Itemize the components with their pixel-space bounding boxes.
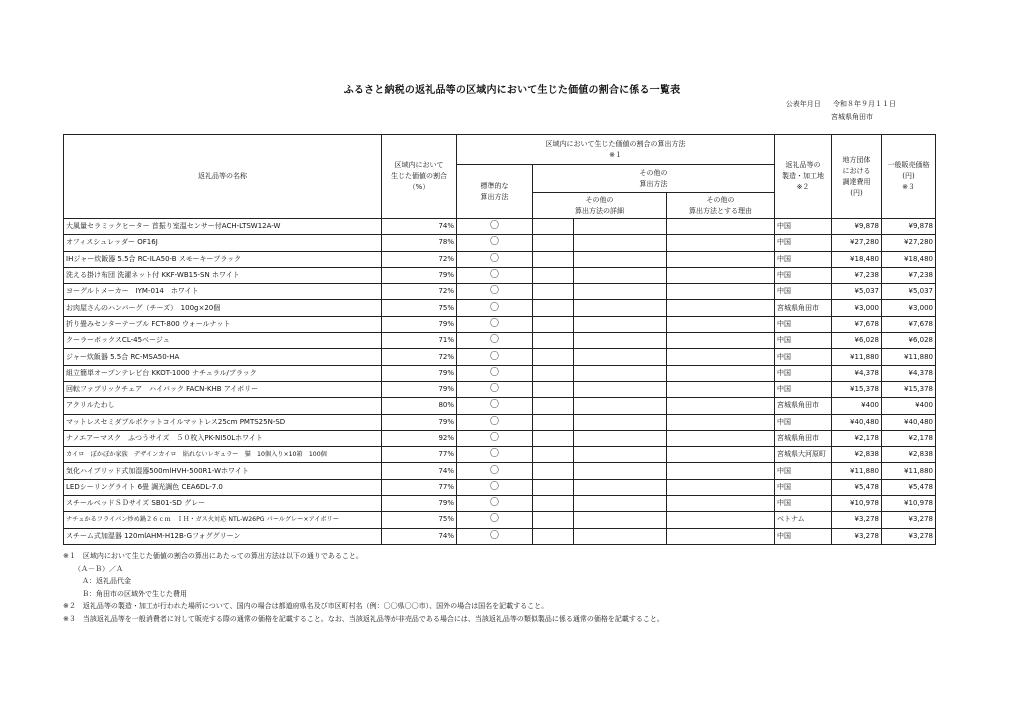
table-row — [64, 333, 936, 349]
other-method-reason-cell — [667, 300, 775, 316]
procurement-cost-cell: ¥40,480 — [832, 414, 882, 430]
table-row — [64, 512, 936, 528]
standard-method-cell: 〇 — [457, 496, 533, 512]
table-row — [64, 447, 936, 463]
procurement-cost-cell: ¥6,028 — [832, 333, 882, 349]
footnote-line: ※３ 当該返礼品等を一般消費者に対して販売する際の通常の価格を記載すること。なお、当該返礼品等が非売品である場合には、当該返礼品等の類似製品に係る通常の価格を記載すること。 — [63, 614, 664, 623]
other-method-detail-cell-a — [533, 284, 574, 300]
footnote-line: Ａ：返礼品代金 — [82, 577, 131, 585]
other-method-detail-cell-a — [533, 251, 574, 267]
other-method-detail-cell-a — [533, 316, 574, 332]
origin-cell: 中国 — [775, 349, 832, 365]
origin-cell: 中国 — [775, 479, 832, 495]
other-method-detail-cell-a — [533, 219, 574, 235]
standard-method-cell: 〇 — [457, 430, 533, 446]
other-method-reason-cell — [667, 463, 775, 479]
other-method-detail-cell-b — [574, 333, 667, 349]
footnote-line: ※２ 返礼品等の製造・加工が行われた場所について、国内の場合は都道府県名及び市区町村名（例：〇〇県〇〇市）、国外の場合は国名を記載すること。 — [63, 602, 549, 610]
retail-price-cell: ¥15,378 — [882, 381, 936, 397]
procurement-cost-cell: ¥2,838 — [832, 447, 882, 463]
other-method-detail-cell-b — [574, 300, 667, 316]
ratio-cell: 74% — [382, 528, 457, 544]
standard-method-cell: 〇 — [457, 528, 533, 544]
other-method-reason-cell — [667, 528, 775, 544]
origin-cell: 中国 — [775, 219, 832, 235]
origin-cell: 中国 — [775, 528, 832, 544]
standard-method-cell: 〇 — [457, 333, 533, 349]
other-method-detail-cell-b — [574, 381, 667, 397]
other-method-detail-cell-b — [574, 316, 667, 332]
table-row — [64, 528, 936, 544]
table-row — [64, 365, 936, 381]
item-name-cell: LEDシーリングライト 6畳 調光調色 CEA6DL-7.0 — [64, 479, 382, 495]
standard-method-cell: 〇 — [457, 463, 533, 479]
other-method-reason-cell — [667, 479, 775, 495]
origin-cell: 中国 — [775, 284, 832, 300]
table-row — [64, 284, 936, 300]
footnote-line: （Ａ－Ｂ）／Ａ — [74, 564, 123, 573]
procurement-cost-cell: ¥2,178 — [832, 430, 882, 446]
origin-cell: 中国 — [775, 316, 832, 332]
other-method-reason-cell — [667, 235, 775, 251]
origin-cell: 宮城県大河原町 — [775, 447, 832, 463]
item-name-cell: カイロ ぽかぽか家族 デザインカイロ 貼れないレギュラー 猫 10個入り×10箱 100個 — [64, 447, 382, 463]
other-method-detail-cell-b — [574, 414, 667, 430]
other-method-reason-cell — [667, 349, 775, 365]
other-method-detail-cell-b — [574, 479, 667, 495]
other-method-detail-cell-b — [574, 528, 667, 544]
procurement-cost-cell: ¥400 — [832, 398, 882, 414]
retail-price-cell: ¥2,838 — [882, 447, 936, 463]
other-method-detail-cell-a — [533, 398, 574, 414]
standard-method-cell: 〇 — [457, 251, 533, 267]
other-method-detail-cell-a — [533, 463, 574, 479]
table-row — [64, 479, 936, 495]
item-name-cell: ヨーグルトメーカー IYM-014 ホワイト — [64, 284, 382, 300]
other-method-detail-cell-a — [533, 349, 574, 365]
ratio-cell: 79% — [382, 365, 457, 381]
other-method-detail-cell-b — [574, 251, 667, 267]
ratio-cell: 72% — [382, 349, 457, 365]
other-method-detail-cell-a — [533, 496, 574, 512]
item-name-cell: ナノエアーマスク ふつうサイズ ５０枚入PK-NI50Lホワイト — [64, 430, 382, 446]
retail-price-cell: ¥4,378 — [882, 365, 936, 381]
header-ratio: 区域内において 生じた価値の割合 （%） — [382, 135, 457, 219]
ratio-cell: 75% — [382, 512, 457, 528]
ratio-cell: 80% — [382, 398, 457, 414]
retail-price-cell: ¥7,678 — [882, 316, 936, 332]
standard-method-cell: 〇 — [457, 349, 533, 365]
header-standard-method: 標準的な 算出方法 — [457, 165, 533, 219]
standard-method-cell: 〇 — [457, 447, 533, 463]
table-row — [64, 496, 936, 512]
other-method-reason-cell — [667, 398, 775, 414]
ratio-cell: 77% — [382, 479, 457, 495]
table-row — [64, 300, 936, 316]
table-row — [64, 219, 936, 235]
retail-price-cell: ¥18,480 — [882, 251, 936, 267]
table-row — [64, 430, 936, 446]
procurement-cost-cell: ¥3,278 — [832, 512, 882, 528]
procurement-cost-cell: ¥27,280 — [832, 235, 882, 251]
other-method-detail-cell-a — [533, 512, 574, 528]
table-row — [64, 316, 936, 332]
item-name-cell: お肉屋さんのハンバーグ（チーズ） 100g×20個 — [64, 300, 382, 316]
header-procurement-cost: 地方団体 における 調達費用 (円) — [832, 135, 882, 219]
ratio-cell: 92% — [382, 430, 457, 446]
origin-cell: 中国 — [775, 235, 832, 251]
footnote-line: ※１ 区域内において生じた価値の割合の算出にあたっての算出方法は以下の通りであること。 — [63, 552, 363, 560]
procurement-cost-cell: ¥15,378 — [832, 381, 882, 397]
other-method-detail-cell-a — [533, 430, 574, 446]
standard-method-cell: 〇 — [457, 267, 533, 283]
ratio-cell: 71% — [382, 333, 457, 349]
standard-method-cell: 〇 — [457, 316, 533, 332]
standard-method-cell: 〇 — [457, 284, 533, 300]
retail-price-cell: ¥40,480 — [882, 414, 936, 430]
standard-method-cell: 〇 — [457, 365, 533, 381]
origin-cell: 中国 — [775, 333, 832, 349]
other-method-reason-cell — [667, 414, 775, 430]
published-date-line — [786, 99, 896, 109]
procurement-cost-cell: ¥11,880 — [832, 463, 882, 479]
standard-method-cell: 〇 — [457, 479, 533, 495]
other-method-detail-cell-b — [574, 447, 667, 463]
header-method-group: 区域内において生じた価値の割合の算出方法 ※１ — [457, 135, 775, 165]
other-method-reason-cell — [667, 496, 775, 512]
retail-price-cell: ¥11,880 — [882, 349, 936, 365]
footnote-line: Ｂ：角田市の区域外で生じた費用 — [82, 589, 187, 598]
other-method-detail-cell-b — [574, 463, 667, 479]
item-name-cell: ジャー炊飯器 5.5合 RC-MSA50-HA — [64, 349, 382, 365]
retail-price-cell: ¥27,280 — [882, 235, 936, 251]
procurement-cost-cell: ¥11,880 — [832, 349, 882, 365]
ratio-cell: 74% — [382, 219, 457, 235]
ratio-cell: 75% — [382, 300, 457, 316]
other-method-detail-cell-a — [533, 365, 574, 381]
retail-price-cell: ¥11,880 — [882, 463, 936, 479]
item-name-cell: 組立簡単オープンテレビ台 KKOT-1000 ナチュラル/ブラック — [64, 365, 382, 381]
table-row — [64, 235, 936, 251]
item-name-cell: スチールベッドＳＤサイズ SB01-SD グレー — [64, 496, 382, 512]
other-method-reason-cell — [667, 219, 775, 235]
other-method-detail-cell-b — [574, 349, 667, 365]
retail-price-cell: ¥400 — [882, 398, 936, 414]
header-other-method-group: その他の 算出方法 — [533, 165, 775, 193]
other-method-reason-cell — [667, 430, 775, 446]
other-method-reason-cell — [667, 447, 775, 463]
header-other-method-detail: その他の 算出方法の詳細 — [533, 193, 667, 219]
item-name-cell: 回転ファブリックチェア ハイバック FACN-KHB アイボリー — [64, 381, 382, 397]
footnotes — [63, 550, 664, 625]
table-row — [64, 381, 936, 397]
header-name: 返礼品等の名称 — [64, 135, 382, 219]
other-method-detail-cell-a — [533, 333, 574, 349]
other-method-detail-cell-a — [533, 479, 574, 495]
origin-cell: 中国 — [775, 496, 832, 512]
other-method-reason-cell — [667, 316, 775, 332]
origin-cell: 中国 — [775, 414, 832, 430]
other-method-reason-cell — [667, 365, 775, 381]
retail-price-cell: ¥9,878 — [882, 219, 936, 235]
item-name-cell: アクリルたわし — [64, 398, 382, 414]
origin-cell: 宮城県角田市 — [775, 398, 832, 414]
published-date-value: 令和８年９月１１日 — [833, 100, 896, 108]
procurement-cost-cell: ¥5,037 — [832, 284, 882, 300]
item-name-cell: IHジャー炊飯器 5.5合 RC-ILA50-B スモーキーブラック — [64, 251, 382, 267]
other-method-detail-cell-b — [574, 219, 667, 235]
table-row — [64, 349, 936, 365]
procurement-cost-cell: ¥5,478 — [832, 479, 882, 495]
table-row — [64, 251, 936, 267]
other-method-detail-cell-a — [533, 235, 574, 251]
item-name-cell: スチーム式加湿器 120mlAHM-H12B-Gフォググリーン — [64, 528, 382, 544]
retail-price-cell: ¥3,278 — [882, 512, 936, 528]
other-method-detail-cell-b — [574, 512, 667, 528]
other-method-detail-cell-b — [574, 365, 667, 381]
ratio-cell: 72% — [382, 284, 457, 300]
ratio-cell: 79% — [382, 381, 457, 397]
origin-cell: 中国 — [775, 463, 832, 479]
retail-price-cell: ¥2,178 — [882, 430, 936, 446]
other-method-reason-cell — [667, 381, 775, 397]
standard-method-cell: 〇 — [457, 300, 533, 316]
procurement-cost-cell: ¥3,278 — [832, 528, 882, 544]
retail-price-cell: ¥5,478 — [882, 479, 936, 495]
procurement-cost-cell: ¥7,678 — [832, 316, 882, 332]
other-method-detail-cell-a — [533, 414, 574, 430]
published-date-label: 公表年月日 — [785, 100, 821, 108]
origin-cell: 中国 — [775, 267, 832, 283]
item-name-cell: 折り畳みセンターテーブル FCT-800 ウォールナット — [64, 316, 382, 332]
item-name-cell: オフィスシュレッダー OF16J — [64, 235, 382, 251]
retail-price-cell: ¥3,000 — [882, 300, 936, 316]
origin-cell: 中国 — [775, 381, 832, 397]
other-method-detail-cell-b — [574, 398, 667, 414]
other-method-reason-cell — [667, 512, 775, 528]
standard-method-cell: 〇 — [457, 219, 533, 235]
retail-price-cell: ¥10,978 — [882, 496, 936, 512]
item-name-cell: 洗える掛け布団 洗濯ネット付 KKF-WB15-SN ホワイト — [64, 267, 382, 283]
ratio-cell: 74% — [382, 463, 457, 479]
procurement-cost-cell: ¥9,878 — [832, 219, 882, 235]
item-name-cell: クーラーボックスCL-45ベージュ — [64, 333, 382, 349]
other-method-reason-cell — [667, 251, 775, 267]
retail-price-cell: ¥6,028 — [882, 333, 936, 349]
origin-cell: 宮城県角田市 — [775, 300, 832, 316]
other-method-detail-cell-b — [574, 430, 667, 446]
table-row — [64, 463, 936, 479]
standard-method-cell: 〇 — [457, 381, 533, 397]
other-method-detail-cell-a — [533, 381, 574, 397]
document-title: ふるさと納税の返礼品等の区域内において生じた価値の割合に係る一覧表 — [343, 85, 681, 96]
other-method-reason-cell — [667, 333, 775, 349]
other-method-detail-cell-b — [574, 235, 667, 251]
gift-value-table — [63, 134, 936, 545]
ratio-cell: 79% — [382, 414, 457, 430]
other-method-detail-cell-b — [574, 496, 667, 512]
standard-method-cell: 〇 — [457, 512, 533, 528]
procurement-cost-cell: ¥4,378 — [832, 365, 882, 381]
origin-cell: ベトナム — [775, 512, 832, 528]
header-retail-price: 一般販売価格 (円) ※３ — [882, 135, 936, 219]
procurement-cost-cell: ¥10,978 — [832, 496, 882, 512]
other-method-detail-cell-a — [533, 528, 574, 544]
header-origin: 返礼品等の 製造・加工地 ※２ — [775, 135, 832, 219]
other-method-detail-cell-a — [533, 447, 574, 463]
other-method-reason-cell — [667, 284, 775, 300]
origin-cell: 中国 — [775, 365, 832, 381]
procurement-cost-cell: ¥7,238 — [832, 267, 882, 283]
retail-price-cell: ¥5,037 — [882, 284, 936, 300]
standard-method-cell: 〇 — [457, 398, 533, 414]
ratio-cell: 79% — [382, 267, 457, 283]
other-method-detail-cell-a — [533, 267, 574, 283]
retail-price-cell: ¥3,278 — [882, 528, 936, 544]
table-row — [64, 414, 936, 430]
standard-method-cell: 〇 — [457, 235, 533, 251]
item-name-cell: ナチュかるフライパン炒め鍋２６ｃｍ ＩＨ・ガス火対応 NTL-W26PG パールグレー×アイボリー — [64, 512, 382, 528]
other-method-detail-cell-a — [533, 300, 574, 316]
table-row — [64, 398, 936, 414]
procurement-cost-cell: ¥3,000 — [832, 300, 882, 316]
procurement-cost-cell: ¥18,480 — [832, 251, 882, 267]
other-method-reason-cell — [667, 267, 775, 283]
standard-method-cell: 〇 — [457, 414, 533, 430]
other-method-detail-cell-b — [574, 267, 667, 283]
ratio-cell: 72% — [382, 251, 457, 267]
retail-price-cell: ¥7,238 — [882, 267, 936, 283]
item-name-cell: 気化ハイブリッド式加湿器500mlHVH-500R1-Wホワイト — [64, 463, 382, 479]
ratio-cell: 77% — [382, 447, 457, 463]
header-other-method-reason: その他の 算出方法とする理由 — [667, 193, 775, 219]
municipality-name: 宮城県角田市 — [831, 113, 873, 121]
origin-cell: 宮城県角田市 — [775, 430, 832, 446]
table-row — [64, 267, 936, 283]
ratio-cell: 79% — [382, 496, 457, 512]
ratio-cell: 78% — [382, 235, 457, 251]
origin-cell: 中国 — [775, 251, 832, 267]
other-method-detail-cell-b — [574, 284, 667, 300]
item-name-cell: マットレスセミダブルポケットコイルマットレス25cm PMTS25N-SD — [64, 414, 382, 430]
ratio-cell: 79% — [382, 316, 457, 332]
item-name-cell: 大風量セラミックヒーター 首振り室温センサー付ACH-LTSW12A-W — [64, 219, 382, 235]
